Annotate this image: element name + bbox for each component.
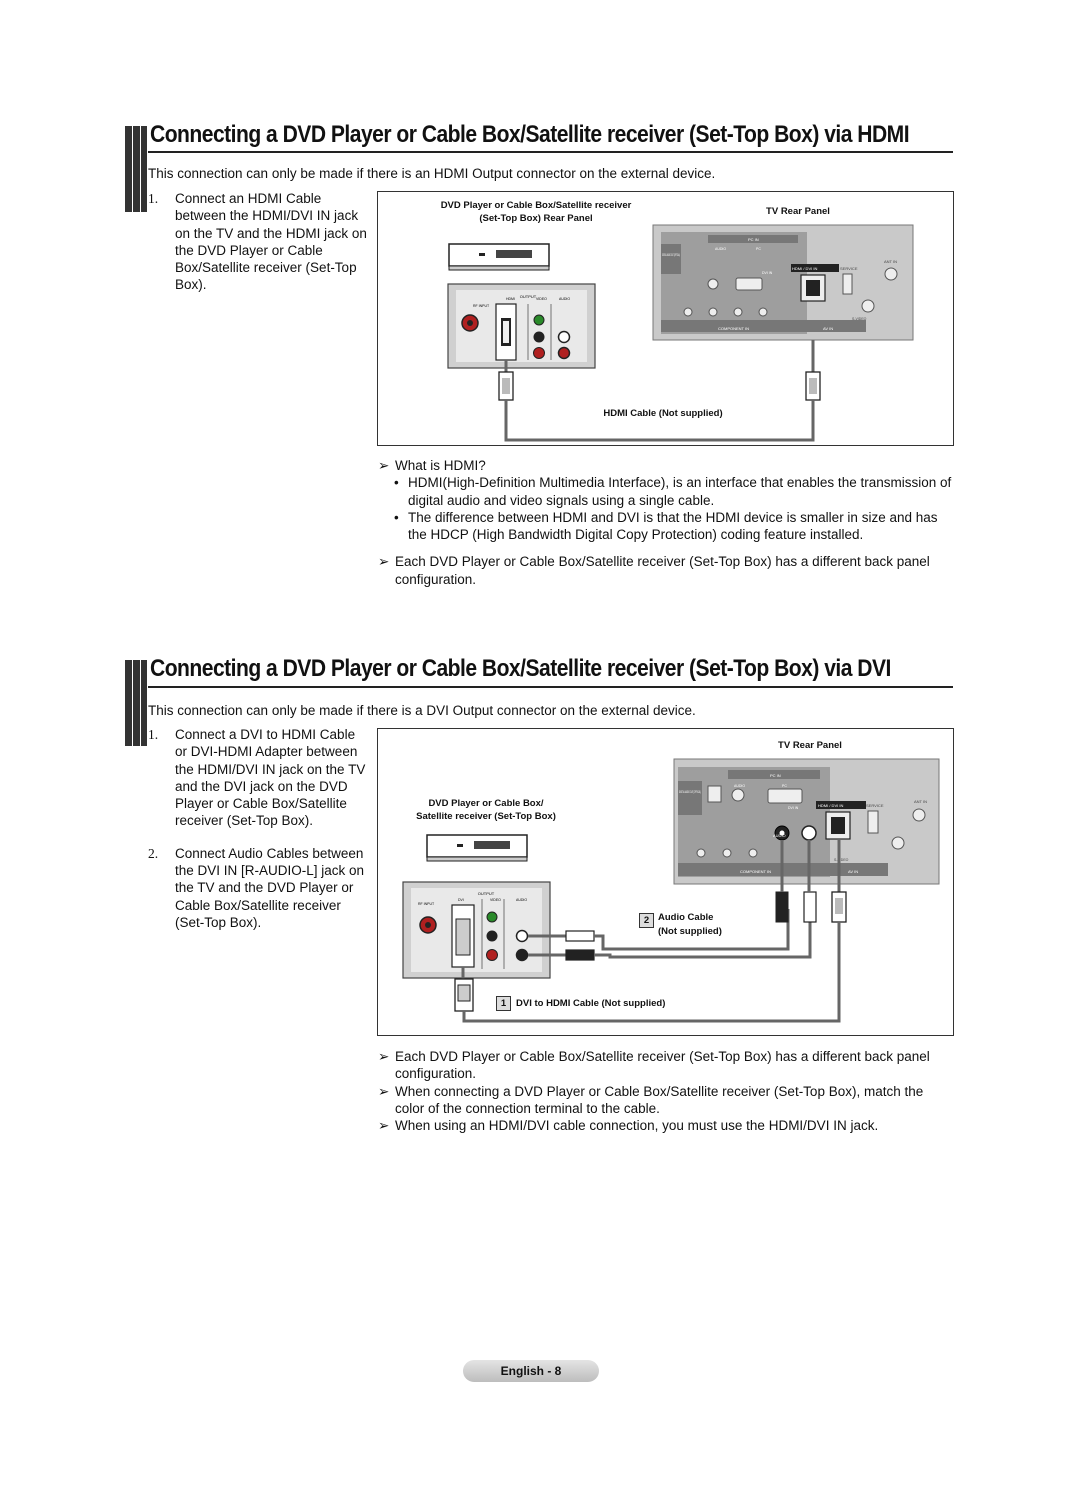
hdmi-diagram xyxy=(378,192,953,445)
device-audio-out-l xyxy=(517,931,528,942)
section-marker xyxy=(125,126,147,212)
svg-text:AUDIO: AUDIO xyxy=(516,898,528,902)
step-number: 1. xyxy=(148,191,159,206)
note-arrow-icon: ➢ xyxy=(378,554,390,570)
bullet-icon: • xyxy=(394,475,399,491)
audio-plug-black xyxy=(776,892,788,922)
output-label: OUTPUT xyxy=(519,294,537,299)
device-rear-panel xyxy=(448,284,595,368)
svg-text:DVI: DVI xyxy=(458,898,464,902)
step-list xyxy=(148,190,370,309)
dvi-notes xyxy=(378,1048,953,1134)
device-panel-label: DVD Player or Cable Box/Satellite receiver (Set-Top Box) Rear Panel xyxy=(440,200,632,224)
component-in-label: COMPONENT IN xyxy=(718,326,750,331)
dvi-cable-number: 1 xyxy=(496,996,511,1011)
section-title: Connecting a DVD Player or Cable Box/Satellite receiver (Set-Top Box) via DVI xyxy=(150,655,891,682)
svg-text:ANT IN: ANT IN xyxy=(914,799,928,804)
cable-label: HDMI Cable (Not supplied) xyxy=(603,408,723,419)
bullet-icon: • xyxy=(394,509,399,525)
note-item: ➢ When using an HDMI/DVI cable connection, you must use the HDMI/DVI IN jack. xyxy=(378,1118,879,1134)
service-label: SERVICE xyxy=(840,266,858,271)
audio-port-label: AUDIO xyxy=(559,297,571,301)
av-in-label: AV IN xyxy=(823,326,834,331)
section-rule xyxy=(148,686,953,688)
section-title: Connecting a DVD Player or Cable Box/Satellite receiver (Set-Top Box) via HDMI xyxy=(150,121,910,148)
video-port-label: VIDEO xyxy=(536,297,547,301)
section-rule xyxy=(148,151,953,153)
step-text: Connect Audio Cables between the DVI IN [R-AUDIO-L] jack on the TV and the DVD Player or Cable Box/Satellite receiver (Set-Top Box). xyxy=(175,845,365,930)
step-number: 1. xyxy=(148,727,159,742)
note-item: ➢ What is HDMI? xyxy=(378,458,486,473)
note-arrow-icon: ➢ xyxy=(378,458,390,473)
step-text: Connect a DVI to HDMI Cable or DVI-HDMI Adapter between the HDMI/DVI IN jack on the TV and the DVI jack on the DVD Player or Cable Box/Satellite receiver (Set-Top Box). xyxy=(175,727,366,829)
section-intro: This connection can only be made if there is an HDMI Output connector on the external device. xyxy=(148,166,716,181)
svg-text:PC: PC xyxy=(782,784,787,788)
svg-text:DVI IN: DVI IN xyxy=(762,271,773,275)
svg-text:OUTPUT: OUTPUT xyxy=(477,891,495,896)
step-text: Connect an HDMI Cable between the HDMI/DVI IN jack on the TV and the HDMI jack on the DVD Player or Cable Box/Satellite receiver (Set-Top Box). xyxy=(175,191,367,293)
svg-text:AUDIO: AUDIO xyxy=(773,833,786,838)
dvd-player-icon xyxy=(449,244,549,270)
audio-cable-number: 2 xyxy=(639,913,654,928)
note-item: ➢ When connecting a DVD Player or Cable Box/Satellite receiver (Set-Top Box), match the color of the connection terminal to the cable. xyxy=(378,1083,924,1116)
svg-text:AUDIO: AUDIO xyxy=(734,784,746,788)
note-item: ➢ Each DVD Player or Cable Box/Satellite receiver (Set-Top Box) has a different back panel configuration. xyxy=(378,554,930,587)
step-list xyxy=(148,726,370,946)
svg-text:SERVICE: SERVICE xyxy=(866,803,884,808)
ant-in-label: ANT IN xyxy=(884,259,898,264)
svg-text:PC IN: PC IN xyxy=(770,773,781,778)
svg-text:S-VIDEO: S-VIDEO xyxy=(852,317,867,321)
svg-text:DIGITAL AUDIO OUT (OPTICAL): DIGITAL AUDIO OUT (OPTICAL) xyxy=(679,789,702,794)
bullet-item: • The difference between HDMI and DVI is that the HDMI device is smaller in size and has the HDCP (High Bandwidth Digital Copy Protection) coding feature installed. xyxy=(394,509,938,543)
dvi-cable-label: DVI to HDMI Cable (Not supplied) xyxy=(516,998,666,1009)
device-panel-label: DVD Player or Cable Box/ Satellite receiver (Set-Top Box) xyxy=(416,798,556,822)
pc-in-label: PC IN xyxy=(748,237,759,242)
tv-rear-panel xyxy=(674,759,939,884)
dvi-diagram xyxy=(378,729,953,1035)
device-audio-out-r xyxy=(517,950,528,961)
dvd-player-icon xyxy=(427,835,527,861)
digital-audio-label: DIGITAL AUDIO OUT (OPTICAL) xyxy=(662,252,681,257)
step-item xyxy=(148,845,370,931)
svg-text:AV IN: AV IN xyxy=(848,869,859,874)
svg-text:S-VIDEO: S-VIDEO xyxy=(834,858,849,862)
tv-rear-panel xyxy=(653,225,913,340)
svg-text:RF INPUT: RF INPUT xyxy=(418,902,435,906)
rf-input-label: RF INPUT xyxy=(473,304,490,308)
svg-text:AUDIO: AUDIO xyxy=(715,247,727,251)
step-number: 2. xyxy=(148,845,159,861)
hdmi-dvi-in-label: HDMI / DVI IN xyxy=(792,266,818,271)
section-intro: This connection can only be made if there is a DVI Output connector on the external device. xyxy=(148,703,696,718)
note-arrow-icon: ➢ xyxy=(378,1049,390,1064)
svg-text:VIDEO: VIDEO xyxy=(490,898,501,902)
step-item xyxy=(148,190,370,294)
page-number: English - 8 xyxy=(463,1360,599,1382)
svg-text:PC: PC xyxy=(756,247,761,251)
note-item: ➢ Each DVD Player or Cable Box/Satellite receiver (Set-Top Box) has a different back panel configuration. xyxy=(378,1049,930,1082)
section-marker xyxy=(125,660,147,746)
audio-cable-label: Audio Cable (Not supplied) xyxy=(658,912,722,937)
svg-text:HDMI / DVI IN: HDMI / DVI IN xyxy=(818,803,844,808)
bullet-item: • HDMI(High-Definition Multimedia Interface), is an interface that enables the transmission of digital audio and video signals using a single cable. xyxy=(394,475,952,508)
step-item xyxy=(148,726,370,830)
device-rear-panel xyxy=(403,882,550,978)
hdmi-port-label: HDMI xyxy=(506,297,515,301)
tv-panel-label: TV Rear Panel xyxy=(766,206,830,217)
audio-plug-white xyxy=(804,892,816,922)
svg-text:COMPONENT IN: COMPONENT IN xyxy=(740,869,772,874)
tv-panel-label: TV Rear Panel xyxy=(778,740,842,751)
hdmi-notes xyxy=(378,457,953,588)
note-arrow-icon: ➢ xyxy=(378,1118,390,1134)
hdmi-connection-figure xyxy=(377,191,954,446)
dvi-connection-figure xyxy=(377,728,954,1036)
svg-text:DVI IN: DVI IN xyxy=(788,806,799,810)
note-arrow-icon: ➢ xyxy=(378,1083,390,1099)
dvi-audio-in-jack-r xyxy=(802,826,816,840)
